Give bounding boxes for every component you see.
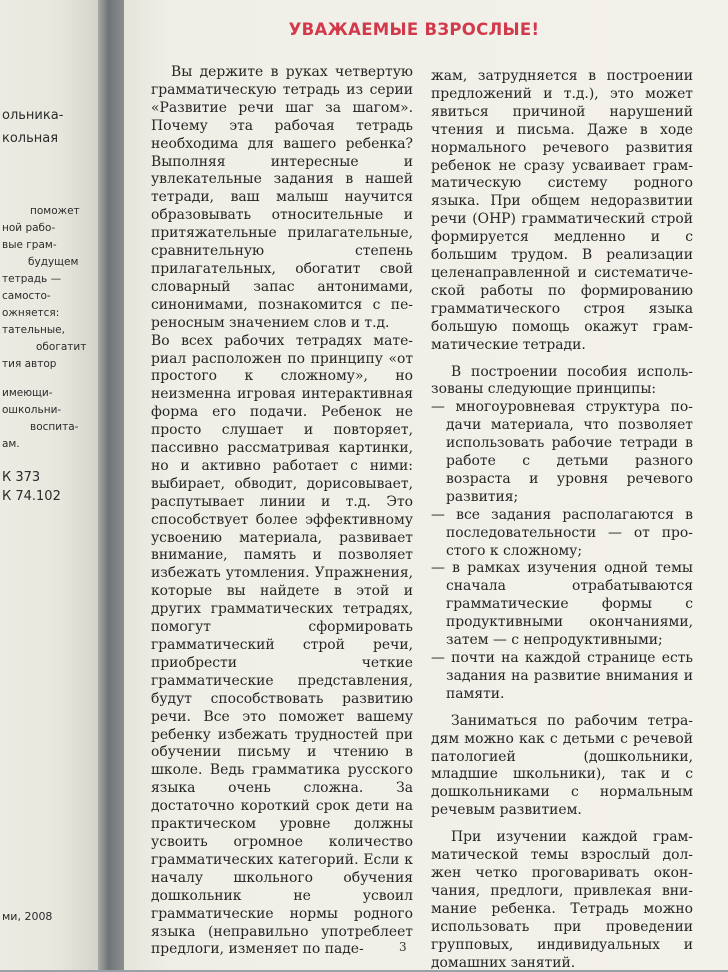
list-item: — многоуровневая структура подачи материала, что позволяет использовать рабочие тетради в работе с детьми разного возраста и уровня речевого развития;	[431, 399, 693, 505]
left-fragment-text: обогатит	[36, 341, 87, 353]
book-gutter	[98, 0, 124, 970]
left-fragment-text: кольная	[2, 131, 59, 146]
list-item: — все задания располагаются в последовательности — от простого к сложному;	[431, 506, 693, 559]
paragraph: В построении пособия использованы следующие принципы:	[431, 363, 693, 398]
left-fragment-text: будущем	[28, 256, 79, 268]
left-fragment-text: ожняется:	[2, 307, 60, 319]
left-fragment-text: тетрадь —	[2, 273, 62, 285]
left-fragment-text: К 373	[2, 470, 41, 485]
page-number: 3	[399, 940, 407, 954]
main-page	[124, 0, 728, 970]
paragraph: Вы держите в руках четвертую грамматическую тетрадь из серии «Развитие речи шаг за шагом». Почему эта рабочая тетрадь необходима для вашего ребенка? Выполняя интересные и увлекательные задания в нашей тетради, ваш малыш научится образовывать относительные и притяжательные прилагательные, сравнительную степень прилагательных, обогатит свой словарный запас антонимами, синонимами, познакомится с переносным значением слов и т.д.	[151, 64, 413, 331]
left-fragment-text: самосто-	[2, 290, 51, 302]
list-item: — в рамках изучения одной темы сначала отрабатываются грамматические формы с продуктивными окончаниями, затем — с непродуктивными;	[431, 560, 693, 649]
paragraph: При изучении каждой грамматической темы взрослый должен четко проговаривать окончания, предлоги, привлекая внимание ребенка. Тетрадь можно использовать при проведении групповых, индивидуальных и домашних занятий.	[431, 829, 693, 971]
left-fragment-text: ошкольни-	[2, 404, 62, 416]
left-fragment-text: ми, 2008	[2, 910, 53, 923]
left-fragment-text: К 74.102	[2, 489, 61, 504]
left-page-fragment	[0, 0, 98, 970]
left-fragment-text: тательные,	[2, 324, 65, 336]
paragraph: жам, затрудняется в построении предложений и т.д.), это может явиться причиной нарушений чтения и письма. Даже в ходе нормального речевого развития ребенок не сразу усваивает грамматическую систему родного языка. При общем недоразвитии речи (ОНР) грамматический строй формируется медленно и с большим трудом. В реализации целенаправленной и систематической работы по формированию грамматического строя языка большую помощь окажут грамматические тетради.	[431, 68, 693, 353]
page-heading: УВАЖАЕМЫЕ ВЗРОСЛЫЕ!	[288, 20, 540, 39]
text-column-right	[431, 68, 693, 972]
left-fragment-text: вые грам-	[2, 239, 57, 251]
paragraph: Во всех рабочих тетрадях материал расположен по принципу «от простого к сложному», но неизменна игровая интерактивная форма его подачи. Ребенок не просто слушает и повторяет, пассивно рассматривая картинки, но и активно работает с ними: выбирает, обводит, дорисовывает, распутывает линии и т.д. Это способствует более эффективному усвоению материала, развивает внимание, память и позволяет избежать утомления. Упражнения, которые вы найдете в этой и других грамматических тетрадях, помогут сформировать грамматический строй речи, приобрести четкие грамматические представления, будут способствовать развитию речи. Все это поможет вашему ребенку избежать трудностей при обучении письму и чтению в школе. Ведь грамматика русского языка очень сложна. За достаточно короткий срок дети на практическом уровне должны усвоить огромное количество грамматических категорий. Если к началу школьного обучения дошкольник не усвоил грамматические нормы родного языка (неправильно употреблеет предлоги, изменяет по паде-	[151, 332, 413, 958]
left-fragment-text: тия автор	[2, 358, 57, 370]
principles-list	[431, 399, 693, 703]
paragraph: Заниматься по рабочим тетрадям можно как с детьми с речевой патологией (дошкольники, младшие школьники), так и с дошкольниками с нормальным речевым развитием.	[431, 712, 693, 819]
left-fragment-text: воспита-	[30, 421, 79, 433]
left-fragment-text: имеющи-	[2, 387, 53, 399]
text-column-left	[151, 64, 413, 959]
left-fragment-text: ной рабо-	[2, 222, 56, 234]
left-fragment-text: ольника-	[2, 108, 64, 123]
left-fragment-text: поможет	[30, 205, 80, 217]
list-item: — почти на каждой странице есть задания на развитие внимания и памяти.	[431, 650, 693, 702]
left-fragment-text: ам.	[2, 438, 20, 450]
